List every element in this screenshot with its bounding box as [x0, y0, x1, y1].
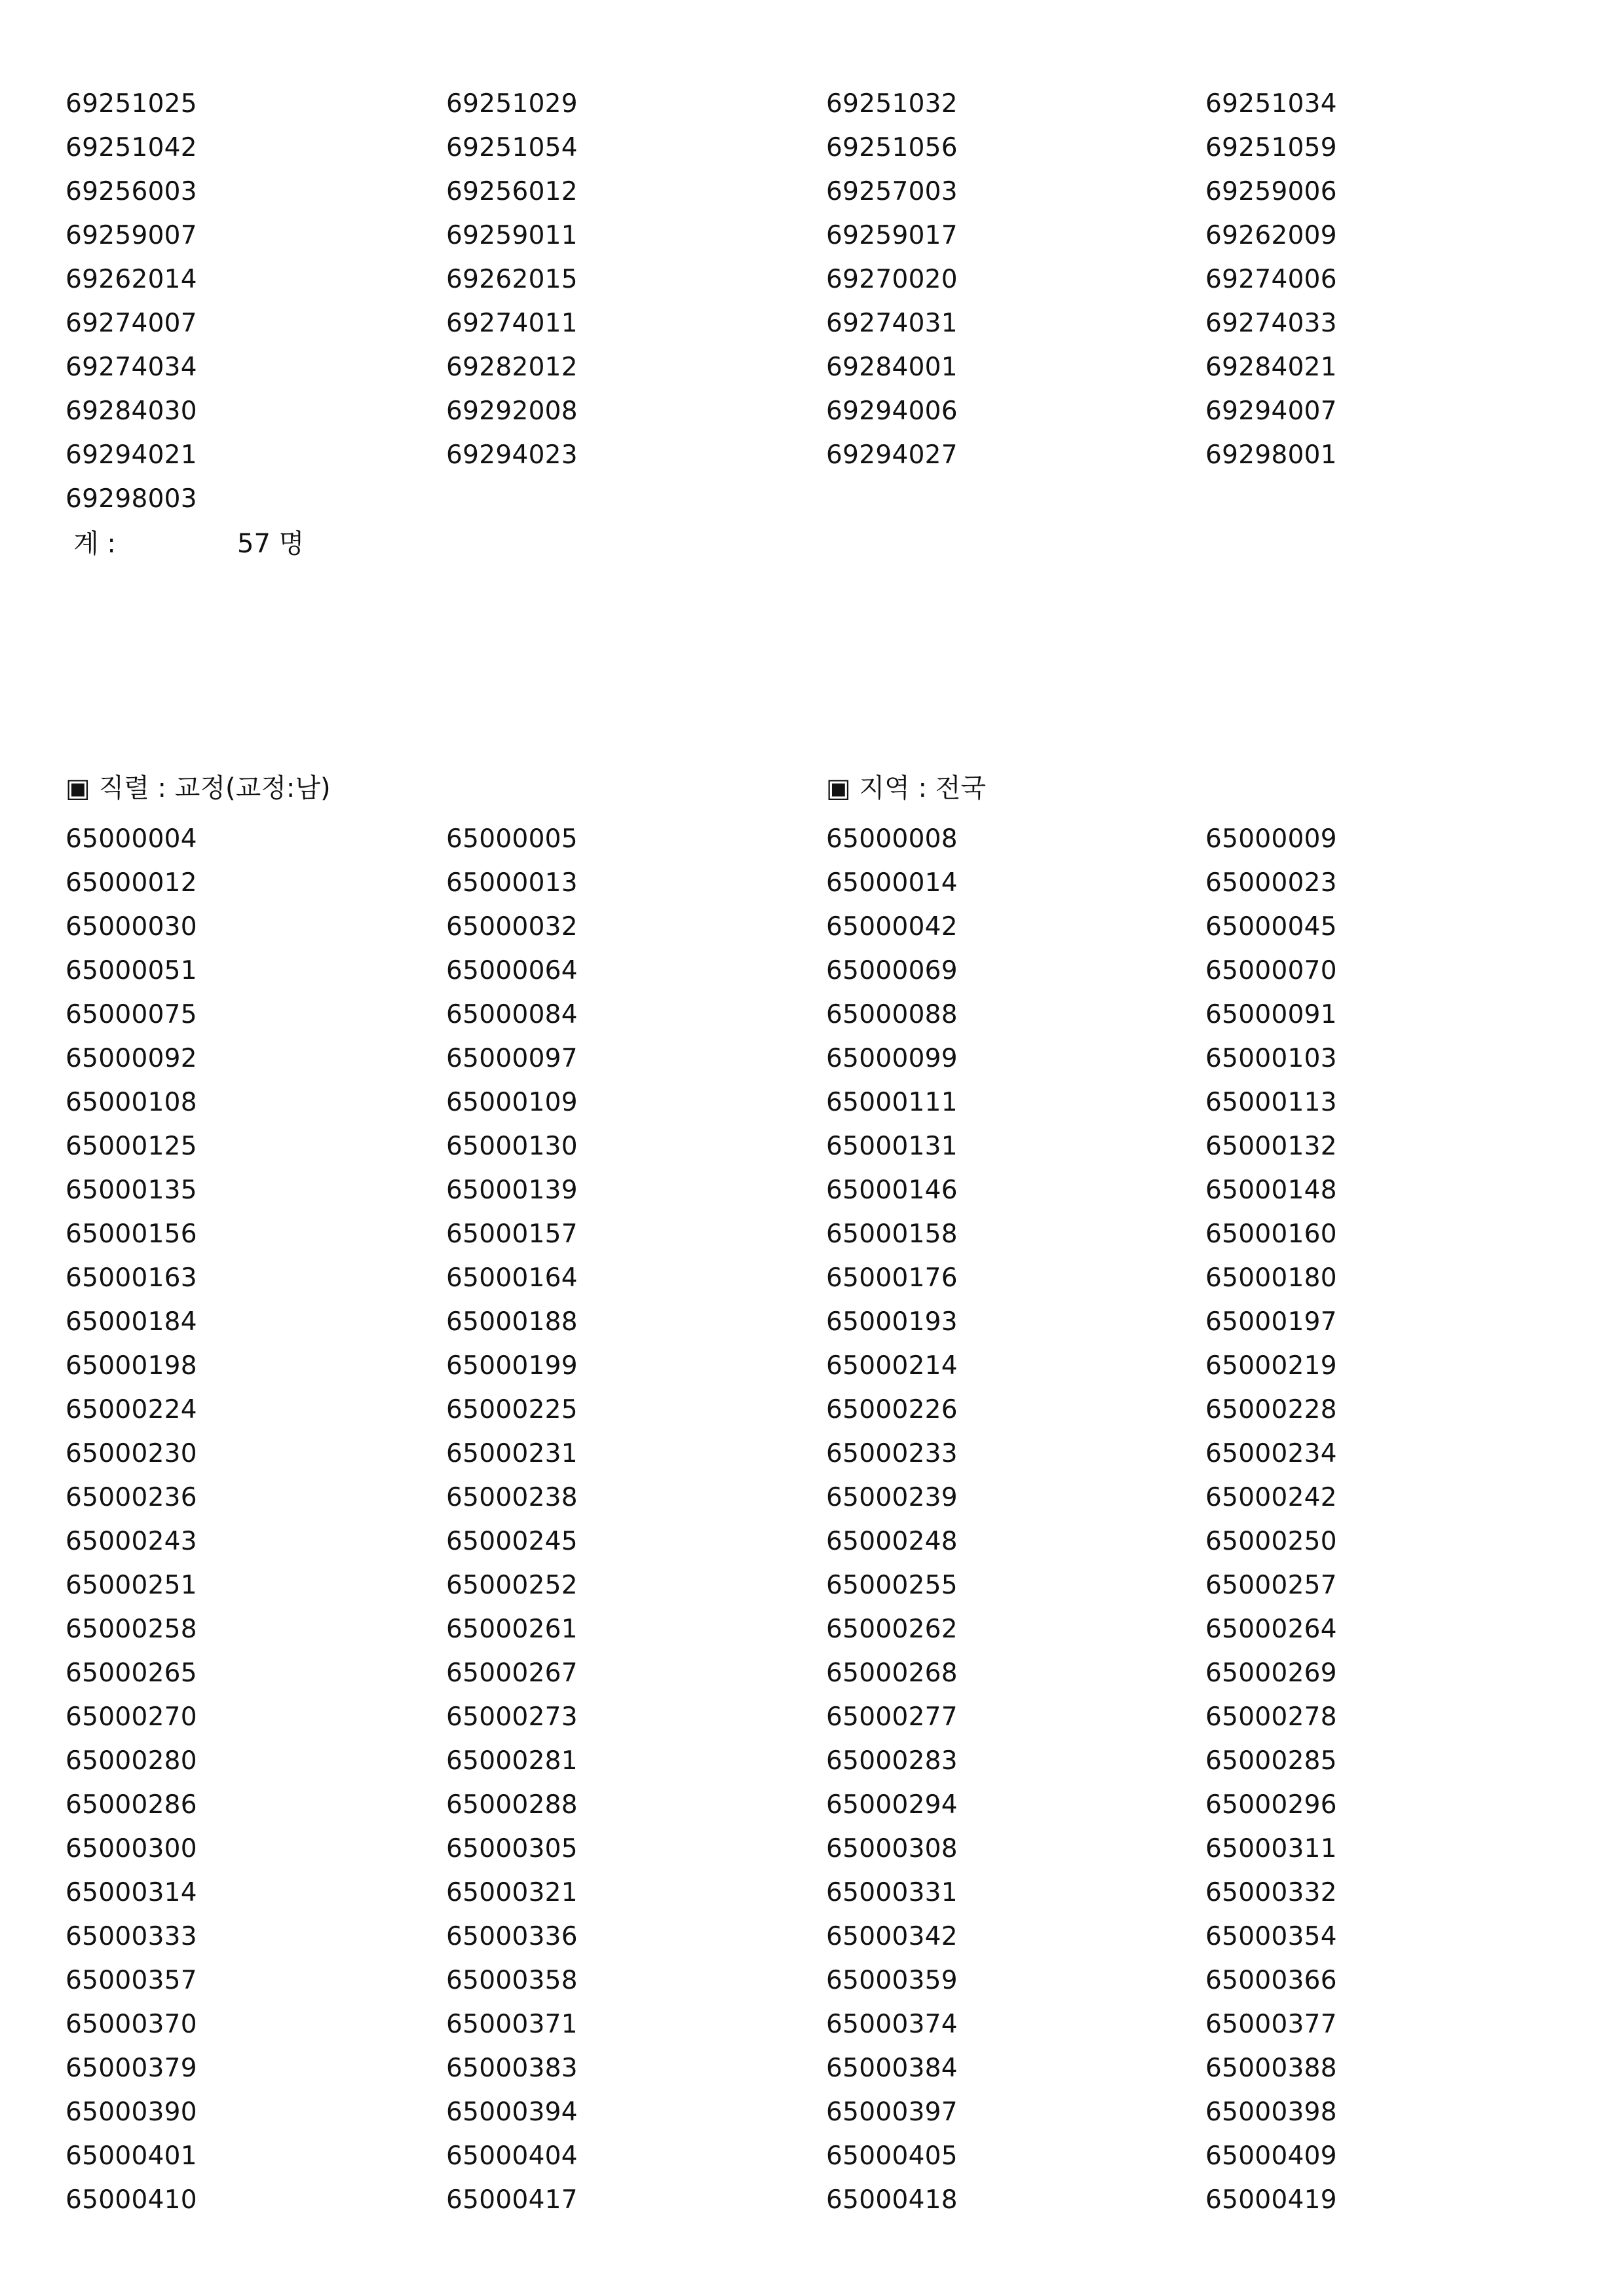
id-number: 65000269: [1205, 1658, 1337, 1688]
id-number: 65000008: [826, 824, 958, 854]
id-number: 65000135: [66, 1176, 197, 1205]
id-number: 65000251: [66, 1571, 197, 1600]
id-number: 65000267: [446, 1658, 578, 1688]
id-number: 65000164: [446, 1263, 578, 1293]
id-number: 65000281: [446, 1746, 578, 1776]
id-number: 65000030: [66, 912, 197, 942]
id-number: 65000075: [66, 1000, 197, 1029]
id-number: 69251054: [446, 133, 578, 163]
id-number: 65000257: [1205, 1571, 1337, 1600]
id-number: 69274007: [66, 309, 197, 338]
id-number: 65000163: [66, 1263, 197, 1293]
id-number: 65000288: [446, 1790, 578, 1820]
id-number: 65000091: [1205, 1000, 1337, 1029]
id-number: 69284021: [1205, 353, 1337, 382]
id-number: 65000379: [66, 2054, 197, 2083]
id-number: 65000264: [1205, 1615, 1337, 1644]
id-number: 65000111: [826, 1088, 958, 1117]
id-number: 65000198: [66, 1351, 197, 1381]
id-number: 65000308: [826, 1834, 958, 1864]
id-number: 65000283: [826, 1746, 958, 1776]
id-number: 65000321: [446, 1878, 578, 1907]
id-number: 65000132: [1205, 1132, 1337, 1161]
id-number: 69262014: [66, 265, 197, 294]
id-number: 65000273: [446, 1702, 578, 1732]
id-number: 69259017: [826, 221, 958, 250]
id-number: 69251056: [826, 133, 958, 163]
id-number: 69274006: [1205, 265, 1337, 294]
id-number: 69284001: [826, 353, 958, 382]
id-number: 65000233: [826, 1439, 958, 1468]
id-number: 65000398: [1205, 2097, 1337, 2127]
id-number: 69262009: [1205, 221, 1337, 250]
id-number: 65000418: [826, 2185, 958, 2215]
total-row: [73, 522, 305, 566]
id-number: 65000160: [1205, 1219, 1337, 1249]
total-label: 계 :: [73, 529, 116, 559]
id-number: 65000374: [826, 2010, 958, 2039]
id-number: 65000261: [446, 1615, 578, 1644]
id-number: 69294027: [826, 440, 958, 470]
id-number: 65000157: [446, 1219, 578, 1249]
id-number: 65000371: [446, 2010, 578, 2039]
id-number: 65000188: [446, 1307, 578, 1337]
id-number: 65000384: [826, 2054, 958, 2083]
id-number: 65000258: [66, 1615, 197, 1644]
id-list-section-1: [66, 82, 1572, 521]
id-number: 65000278: [1205, 1702, 1337, 1732]
id-number: 65000004: [66, 824, 197, 854]
total-count: 57 명: [237, 529, 305, 559]
id-number: 65000357: [66, 1966, 197, 1995]
id-number: 69251042: [66, 133, 197, 163]
id-number: 65000148: [1205, 1176, 1337, 1205]
id-number: 65000197: [1205, 1307, 1337, 1337]
id-number: 69294007: [1205, 396, 1337, 426]
id-number: 65000224: [66, 1395, 197, 1425]
id-number: 65000099: [826, 1044, 958, 1073]
id-number: 65000277: [826, 1702, 958, 1732]
id-number: 65000097: [446, 1044, 578, 1073]
id-number: 65000242: [1205, 1483, 1337, 1512]
id-number: 65000252: [446, 1571, 578, 1600]
id-number: 69259007: [66, 221, 197, 250]
id-number: 69251025: [66, 89, 197, 119]
id-number: 65000013: [446, 868, 578, 898]
id-number: 65000014: [826, 868, 958, 898]
id-number: 65000225: [446, 1395, 578, 1425]
id-number: 65000146: [826, 1176, 958, 1205]
id-number: 65000113: [1205, 1088, 1337, 1117]
id-number: 69294023: [446, 440, 578, 470]
id-number: 69274031: [826, 309, 958, 338]
id-number: 65000184: [66, 1307, 197, 1337]
id-number: 65000234: [1205, 1439, 1337, 1468]
id-number: 69259011: [446, 221, 578, 250]
id-number: 69251059: [1205, 133, 1337, 163]
id-number: 65000238: [446, 1483, 578, 1512]
id-number: 65000296: [1205, 1790, 1337, 1820]
id-number: 65000219: [1205, 1351, 1337, 1381]
id-number: 65000109: [446, 1088, 578, 1117]
id-number: 69298003: [66, 484, 197, 514]
id-number: 65000388: [1205, 2054, 1337, 2083]
id-number: 65000088: [826, 1000, 958, 1029]
id-number: 69259006: [1205, 177, 1337, 206]
job-category-heading: ▣ 직렬 : 교정(교정:남): [66, 773, 331, 803]
id-number: 65000270: [66, 1702, 197, 1732]
id-number: 65000005: [446, 824, 578, 854]
id-number: 65000064: [446, 956, 578, 985]
id-number: 65000239: [826, 1483, 958, 1512]
id-number: 69270020: [826, 265, 958, 294]
id-number: 65000336: [446, 1922, 578, 1951]
id-number: 65000108: [66, 1088, 197, 1117]
id-number: 65000314: [66, 1878, 197, 1907]
id-number: 69292008: [446, 396, 578, 426]
id-number: 65000383: [446, 2054, 578, 2083]
id-number: 69294021: [66, 440, 197, 470]
id-number: 69274011: [446, 309, 578, 338]
id-number: 65000012: [66, 868, 197, 898]
id-number: 65000404: [446, 2141, 578, 2171]
id-number: 65000231: [446, 1439, 578, 1468]
id-number: 65000084: [446, 1000, 578, 1029]
id-number: 65000332: [1205, 1878, 1337, 1907]
id-number: 65000366: [1205, 1966, 1337, 1995]
id-number: 65000199: [446, 1351, 578, 1381]
id-number: 65000333: [66, 1922, 197, 1951]
id-number: 65000262: [826, 1615, 958, 1644]
id-number: 69256012: [446, 177, 578, 206]
id-number: 65000265: [66, 1658, 197, 1688]
id-number: 65000397: [826, 2097, 958, 2127]
id-number: 65000228: [1205, 1395, 1337, 1425]
id-number: 65000300: [66, 1834, 197, 1864]
id-number: 65000294: [826, 1790, 958, 1820]
id-number: 69274033: [1205, 309, 1337, 338]
id-number: 65000009: [1205, 824, 1337, 854]
id-number: 65000226: [826, 1395, 958, 1425]
id-number: 69298001: [1205, 440, 1337, 470]
id-number: 65000131: [826, 1132, 958, 1161]
id-number: 65000377: [1205, 2010, 1337, 2039]
id-number: 65000331: [826, 1878, 958, 1907]
id-number: 65000419: [1205, 2185, 1337, 2215]
id-number: 69251034: [1205, 89, 1337, 119]
id-number: 65000280: [66, 1746, 197, 1776]
id-number: 65000417: [446, 2185, 578, 2215]
id-number: 65000051: [66, 956, 197, 985]
id-number: 65000092: [66, 1044, 197, 1073]
id-number: 65000125: [66, 1132, 197, 1161]
id-number: 65000180: [1205, 1263, 1337, 1293]
id-number: 65000245: [446, 1527, 578, 1556]
id-number: 69284030: [66, 396, 197, 426]
id-number: 65000358: [446, 1966, 578, 1995]
id-number: 65000032: [446, 912, 578, 942]
id-number: 65000285: [1205, 1746, 1337, 1776]
id-number: 65000236: [66, 1483, 197, 1512]
id-number: 65000070: [1205, 956, 1337, 985]
id-number: 65000130: [446, 1132, 578, 1161]
id-list-section-2: [66, 817, 1572, 2222]
id-number: 65000370: [66, 2010, 197, 2039]
id-number: 65000193: [826, 1307, 958, 1337]
id-number: 65000305: [446, 1834, 578, 1864]
id-number: 65000286: [66, 1790, 197, 1820]
id-number: 65000069: [826, 956, 958, 985]
id-number: 69294006: [826, 396, 958, 426]
id-number: 65000354: [1205, 1922, 1337, 1951]
id-number: 65000045: [1205, 912, 1337, 942]
id-number: 65000268: [826, 1658, 958, 1688]
id-number: 65000230: [66, 1439, 197, 1468]
region-heading: ▣ 지역 : 전국: [826, 773, 986, 803]
id-number: 69274034: [66, 353, 197, 382]
id-number: 69251029: [446, 89, 578, 119]
id-number: 65000139: [446, 1176, 578, 1205]
id-number: 69282012: [446, 353, 578, 382]
id-number: 65000250: [1205, 1527, 1337, 1556]
id-number: 65000342: [826, 1922, 958, 1951]
id-number: 65000023: [1205, 868, 1337, 898]
id-number: 65000103: [1205, 1044, 1337, 1073]
id-number: 65000405: [826, 2141, 958, 2171]
id-number: 65000214: [826, 1351, 958, 1381]
id-number: 65000248: [826, 1527, 958, 1556]
id-number: 65000156: [66, 1219, 197, 1249]
id-number: 69262015: [446, 265, 578, 294]
id-number: 65000311: [1205, 1834, 1337, 1864]
id-number: 69257003: [826, 177, 958, 206]
id-number: 65000042: [826, 912, 958, 942]
id-number: 65000359: [826, 1966, 958, 1995]
id-number: 65000158: [826, 1219, 958, 1249]
id-number: 65000176: [826, 1263, 958, 1293]
id-number: 69256003: [66, 177, 197, 206]
id-number: 65000401: [66, 2141, 197, 2171]
id-number: 65000243: [66, 1527, 197, 1556]
id-number: 65000410: [66, 2185, 197, 2215]
id-number: 69251032: [826, 89, 958, 119]
id-number: 65000390: [66, 2097, 197, 2127]
id-number: 65000255: [826, 1571, 958, 1600]
id-number: 65000394: [446, 2097, 578, 2127]
id-number: 65000409: [1205, 2141, 1337, 2171]
